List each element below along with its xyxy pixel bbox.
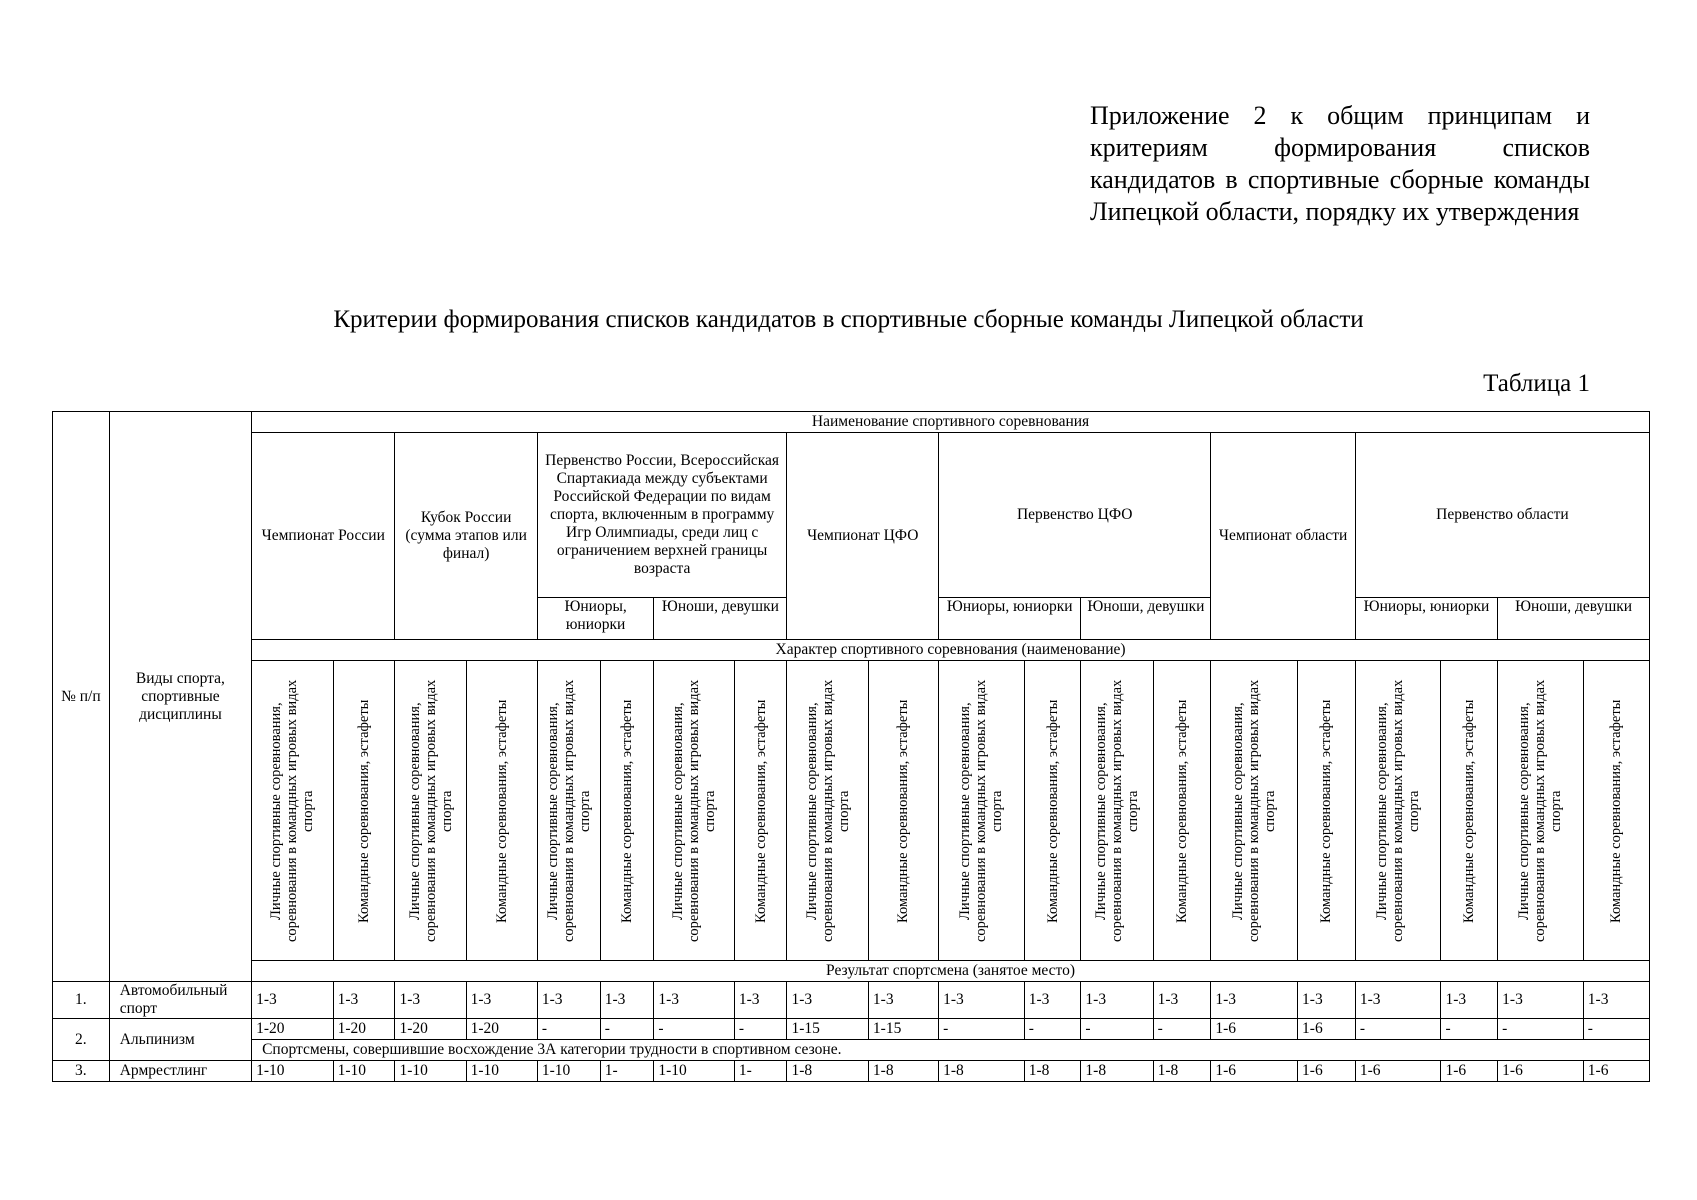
type-team-header <box>1441 661 1498 961</box>
type-label: Личные спортивные соревнования, соревнования в командных игровых видах спорта <box>1374 679 1423 942</box>
value-cell: 1-3 <box>654 982 734 1019</box>
value-cell: 1-8 <box>1024 1061 1081 1082</box>
type-label: Личные спортивные соревнования, соревнования в командных игровых видах спорта <box>957 679 1006 942</box>
type-label: Командные соревнования, эстафеты <box>1461 698 1478 923</box>
champ-cfo-header: Чемпионат ЦФО <box>787 433 939 640</box>
first-russia-juniors: Юниоры, юниорки <box>537 598 654 640</box>
value-cell: 1-8 <box>868 1061 938 1082</box>
value-cell: 1-3 <box>1583 982 1649 1019</box>
champ-region-header: Чемпионат области <box>1211 433 1355 640</box>
table-row <box>53 982 1650 1019</box>
value-cell: - <box>1583 1019 1649 1040</box>
value-cell: - <box>1081 1019 1153 1040</box>
row-sport: Альпинизм <box>109 1019 251 1061</box>
row-note: Спортсмены, совершившие восхождение 3А категории трудности в спортивном сезоне. <box>252 1040 1650 1061</box>
value-cell: - <box>654 1019 734 1040</box>
value-cell: 1- <box>734 1061 787 1082</box>
type-label: Командные соревнования, эстафеты <box>1044 698 1061 923</box>
type-individual-header <box>939 661 1025 961</box>
value-cell: 1-3 <box>600 982 654 1019</box>
type-label: Личные спортивные соревнования, соревнования в командных игровых видах спорта <box>1230 679 1279 942</box>
type-label: Личные спортивные соревнования, соревнования в командных игровых видах спорта <box>1093 679 1142 942</box>
value-cell: 1-6 <box>1498 1061 1584 1082</box>
value-cell: 1-20 <box>466 1019 537 1040</box>
value-cell: 1-8 <box>1153 1061 1211 1082</box>
criteria-table <box>52 411 1650 1082</box>
type-label: Личные спортивные соревнования, соревнования в командных игровых видах спорта <box>406 679 455 942</box>
character-header: Характер спортивного соревнования (наименование) <box>252 640 1650 661</box>
type-individual-header <box>654 661 734 961</box>
type-label: Командные соревнования, эстафеты <box>1608 698 1625 923</box>
type-label: Личные спортивные соревнования, соревнования в командных игровых видах спорта <box>803 679 852 942</box>
value-cell: 1-3 <box>1355 982 1441 1019</box>
value-cell: 1-3 <box>537 982 600 1019</box>
value-cell: 1-3 <box>1498 982 1584 1019</box>
value-cell: - <box>939 1019 1025 1040</box>
first-region-juniors: Юниоры, юниорки <box>1355 598 1497 640</box>
value-cell: 1-20 <box>333 1019 395 1040</box>
value-cell: 1-15 <box>868 1019 938 1040</box>
value-cell: 1-6 <box>1583 1061 1649 1082</box>
value-cell: 1-3 <box>1298 982 1356 1019</box>
type-label: Личные спортивные соревнования, соревнования в командных игровых видах спорта <box>1516 679 1565 942</box>
value-cell: 1-3 <box>868 982 938 1019</box>
value-cell: 1-3 <box>734 982 787 1019</box>
cup-russia-header: Кубок России (сумма этапов или финал) <box>395 433 537 640</box>
value-cell: - <box>1153 1019 1211 1040</box>
value-cell: 1-20 <box>252 1019 333 1040</box>
type-individual-header <box>787 661 868 961</box>
type-individual-header <box>252 661 333 961</box>
type-label: Командные соревнования, эстафеты <box>1318 698 1335 923</box>
type-label: Личные спортивные соревнования, соревнования в командных игровых видах спорта <box>544 679 593 942</box>
value-cell: 1-3 <box>395 982 466 1019</box>
document-title: Критерии формирования списков кандидатов в спортивные сборные команды Липецкой области <box>333 306 1364 333</box>
value-cell: 1-6 <box>1298 1061 1356 1082</box>
type-team-header <box>333 661 395 961</box>
champ-russia-header: Чемпионат России <box>252 433 395 640</box>
first-region-header: Первенство области <box>1355 433 1649 598</box>
row-num: 3. <box>53 1061 110 1082</box>
table-row <box>53 1061 1650 1082</box>
type-team-header <box>1024 661 1081 961</box>
value-cell: 1-6 <box>1211 1061 1298 1082</box>
type-individual-header <box>537 661 600 961</box>
value-cell: 1-3 <box>466 982 537 1019</box>
result-header: Результат спортсмена (занятое место) <box>252 961 1650 982</box>
table-label: Таблица 1 <box>1483 370 1590 397</box>
type-individual-header <box>395 661 466 961</box>
value-cell: 1-3 <box>333 982 395 1019</box>
value-cell: 1-8 <box>787 1061 868 1082</box>
value-cell: 1-10 <box>395 1061 466 1082</box>
value-cell: - <box>1355 1019 1441 1040</box>
value-cell: - <box>1498 1019 1584 1040</box>
first-region-youth: Юноши, девушки <box>1498 598 1650 640</box>
first-russia-header: Первенство России, Всероссийская Спартакиада между субъектами Российской Федерации по видам спорта, включенным в программу Игр Олимпиады, среди лиц с ограничением верхней границы возраста <box>537 433 787 598</box>
value-cell: 1-10 <box>466 1061 537 1082</box>
value-cell: 1-3 <box>787 982 868 1019</box>
type-team-header <box>1153 661 1211 961</box>
row-sport: Автомобильный спорт <box>109 982 251 1019</box>
value-cell: 1-3 <box>1024 982 1081 1019</box>
sport-header: Виды спорта, спортивные дисциплины <box>109 412 251 982</box>
appendix-heading: Приложение 2 к общим принципам и критериям формирования списков кандидатов в спортивные сборные команды Липецкой области, порядку их утверждения <box>1090 101 1590 226</box>
value-cell: - <box>1441 1019 1498 1040</box>
value-cell: 1-3 <box>1441 982 1498 1019</box>
type-team-header <box>734 661 787 961</box>
type-team-header <box>466 661 537 961</box>
type-label: Личные спортивные соревнования, соревнования в командных игровых видах спорта <box>670 679 719 942</box>
value-cell: 1-8 <box>1081 1061 1153 1082</box>
value-cell: 1-10 <box>654 1061 734 1082</box>
value-cell: 1-15 <box>787 1019 868 1040</box>
value-cell: - <box>1024 1019 1081 1040</box>
value-cell: 1-6 <box>1211 1019 1298 1040</box>
type-label: Личные спортивные соревнования, соревнования в командных игровых видах спорта <box>268 679 317 942</box>
value-cell: 1-6 <box>1298 1019 1356 1040</box>
row-sport: Армрестлинг <box>109 1061 251 1082</box>
value-cell: 1-10 <box>333 1061 395 1082</box>
num-header: № п/п <box>53 412 110 982</box>
value-cell: 1-3 <box>1081 982 1153 1019</box>
type-team-header <box>868 661 938 961</box>
type-team-header <box>1583 661 1649 961</box>
value-cell: 1-8 <box>939 1061 1025 1082</box>
type-team-header <box>1298 661 1356 961</box>
value-cell: 1-6 <box>1441 1061 1498 1082</box>
value-cell: 1-3 <box>1211 982 1298 1019</box>
type-team-header <box>600 661 654 961</box>
type-label: Командные соревнования, эстафеты <box>619 698 636 923</box>
type-individual-header <box>1211 661 1298 961</box>
first-russia-youth: Юноши, девушки <box>654 598 787 640</box>
value-cell: - <box>537 1019 600 1040</box>
type-label: Командные соревнования, эстафеты <box>493 698 510 923</box>
table-row <box>53 1019 1650 1040</box>
value-cell: - <box>600 1019 654 1040</box>
type-label: Командные соревнования, эстафеты <box>752 698 769 923</box>
value-cell: 1-3 <box>252 982 333 1019</box>
row-num: 1. <box>53 982 110 1019</box>
type-individual-header <box>1081 661 1153 961</box>
value-cell: - <box>734 1019 787 1040</box>
type-label: Командные соревнования, эстафеты <box>1174 698 1190 923</box>
value-cell: 1-6 <box>1355 1061 1441 1082</box>
first-cfo-juniors: Юниоры, юниорки <box>939 598 1081 640</box>
value-cell: 1-20 <box>395 1019 466 1040</box>
type-individual-header <box>1355 661 1441 961</box>
value-cell: 1-10 <box>537 1061 600 1082</box>
value-cell: 1- <box>600 1061 654 1082</box>
value-cell: 1-10 <box>252 1061 333 1082</box>
type-label: Командные соревнования, эстафеты <box>356 698 373 923</box>
first-cfo-header: Первенство ЦФО <box>939 433 1211 598</box>
type-individual-header <box>1498 661 1584 961</box>
type-label: Командные соревнования, эстафеты <box>895 698 912 923</box>
value-cell: 1-3 <box>1153 982 1211 1019</box>
value-cell: 1-3 <box>939 982 1025 1019</box>
competition-name-header: Наименование спортивного соревнования <box>252 412 1650 433</box>
row-num: 2. <box>53 1019 110 1061</box>
first-cfo-youth: Юноши, девушки <box>1081 598 1211 640</box>
